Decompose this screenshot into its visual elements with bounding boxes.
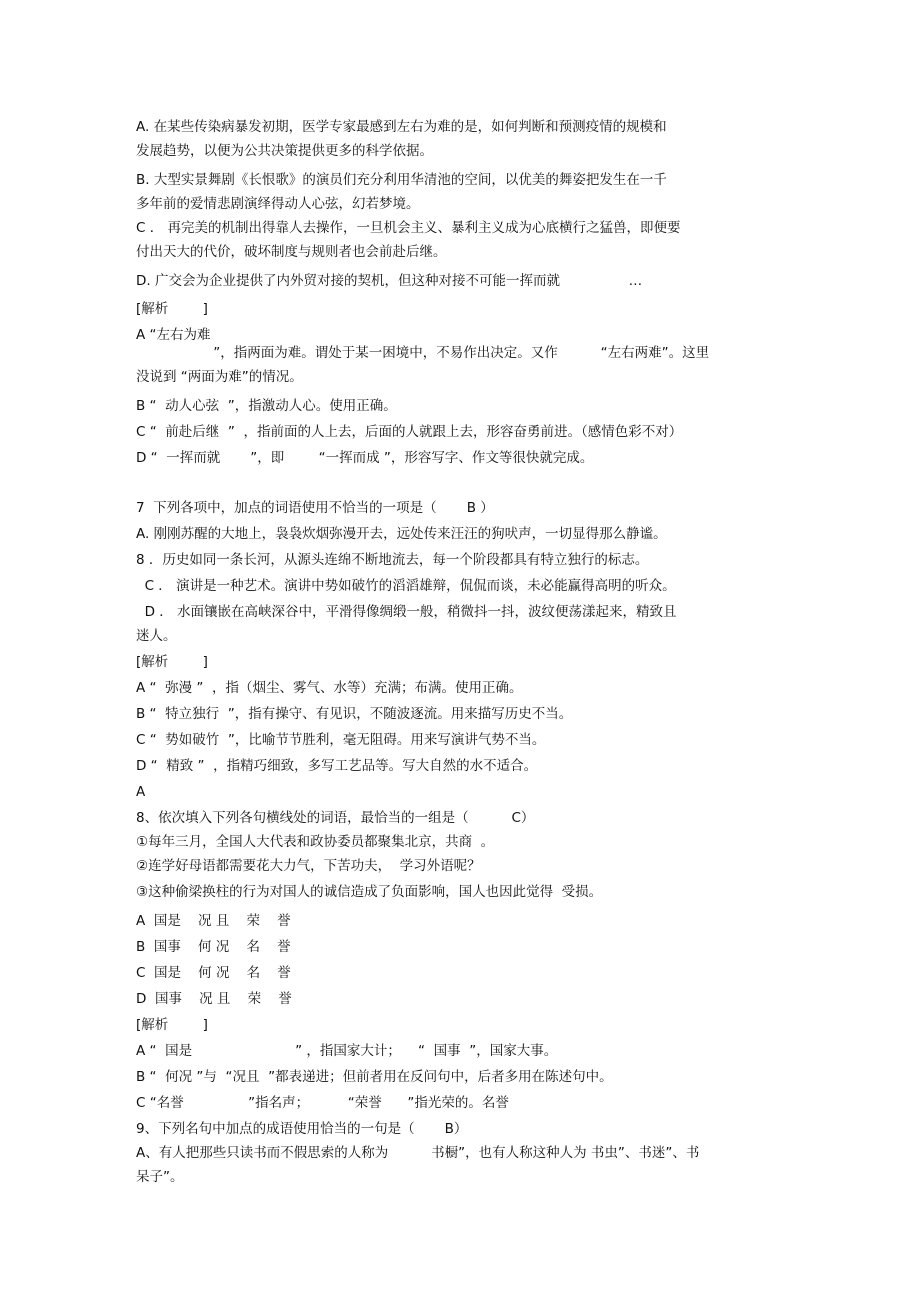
text-line: 迷人。 — [136, 628, 177, 644]
text-line: C ． 再完美的机制出得靠人去操作，一旦机会主义、暴利主义成为心底横行之猛兽，即便要 — [136, 220, 681, 236]
text-line: B “ 何况 ”与 “况且 ”都表递进；但前者用在反问句中，后者多用在陈述句中。 — [136, 1069, 613, 1085]
text-line: A “左右为难 — [136, 327, 211, 343]
text-line: 多年前的爱情悲剧演绎得动人心弦，幻若梦境。 — [136, 196, 420, 212]
text-line: 呆子”。 — [136, 1169, 184, 1185]
text-line: C 国是 何 况 名 誉 — [136, 965, 291, 981]
text-line: 发展趋势，以便为公共决策提供更多的科学依据。 — [136, 143, 433, 159]
text-line: C “ 势如破竹 ”，比喻节节胜利，毫无阻碍。用来写演讲气势不当。 — [136, 732, 546, 748]
text-line: D “ 精致 ” ，指精巧细致，多写工艺品等。写大自然的水不适合。 — [136, 758, 538, 774]
text-line: A — [136, 784, 146, 800]
text-line: [解析 ] — [136, 1017, 208, 1033]
text-line: B “ 特立独行 ”，指有操守、有见识，不随波逐流。用来描写历史不当。 — [136, 706, 573, 722]
text-line: ②连学好母语都需要花大力气，下苦功夫， 学习外语呢？ — [136, 858, 481, 874]
text-line: B. 大型实景舞剧《长恨歌》的演员们充分利用华清池的空间，以优美的舞姿把发生在一千 — [136, 172, 667, 188]
text-line: C ． 演讲是一种艺术。演讲中势如破竹的滔滔雄辩，侃侃而谈，未必能赢得高明的听众。 — [136, 578, 676, 594]
text-line: ③这种偷梁换柱的行为对国人的诚信造成了负面影响，国人也因此觉得 受损。 — [136, 884, 603, 900]
text-line: [解析 ] — [136, 654, 208, 670]
text-line: 9、下列名句中加点的成语使用恰当的一句是（ B） — [136, 1121, 468, 1137]
text-line: A “ 国是 ” ，指国家大计； “ 国事 ”，国家大事。 — [136, 1043, 558, 1059]
text-line: ①每年三月，全国人大代表和政协委员都聚集北京，共商 。 — [136, 834, 495, 850]
text-line: D “ 一挥而就 ”，即 “一挥而成 ”，形容写字、作文等很快就完成。 — [136, 450, 594, 466]
text-line: D. 广交会为企业提供了内外贸对接的契机，但这种对接不可能一挥而就 … — [136, 273, 643, 289]
text-line: A、有人把那些只读书而不假思索的人称为 书橱”，也有人称这种人为 书虫”、书迷”、书 — [136, 1145, 700, 1161]
text-line: ”，指两面为难。谓处于某一困境中，不易作出决定。又作 “左右两难”。这里 — [136, 345, 710, 361]
text-line: C “名誉 ”指名声； “荣誉 ”指光荣的。名誉 — [136, 1095, 509, 1111]
text-line: A 国是 况 且 荣 誉 — [136, 913, 291, 929]
text-line: 付出天大的代价，破坏制度与规则者也会前赴后继。 — [136, 244, 447, 260]
text-line: D ． 水面镶嵌在高峡深谷中，平滑得像绸缎一般，稍微抖一抖，波纹便荡漾起来，精致且 — [136, 604, 677, 620]
text-line: B “ 动人心弦 ”，指激动人心。使用正确。 — [136, 398, 397, 414]
text-line: B 国事 何 况 名 誉 — [136, 939, 291, 955]
text-line: 8、依次填入下列各句横线处的词语，最恰当的一组是（ C） — [136, 810, 535, 826]
text-line: A. 在某些传染病暴发初期，医学专家最感到左右为难的是，如何判断和预测疫情的规模和 — [136, 119, 667, 135]
text-line: A. 刚刚苏醒的大地上，袅袅炊烟弥漫开去，远处传来汪汪的狗吠声，一切显得那么静谧。 — [136, 526, 667, 542]
text-line: C “ 前赴后继 ” ，指前面的人上去，后面的人就跟上去，形容奋勇前进。（感情色彩不对） — [136, 424, 683, 440]
text-line: 没说到 “两面为难”的情况。 — [136, 369, 303, 385]
text-line: 8 ．历史如同一条长河，从源头连绵不断地流去，每一个阶段都具有特立独行的标志。 — [136, 552, 649, 568]
text-line: D 国事 况 且 荣 誉 — [136, 991, 292, 1007]
text-line: 7 下列各项中，加点的词语使用不恰当的一项是（ B ） — [136, 500, 494, 516]
text-line: [解析 ] — [136, 301, 208, 317]
text-line: A “ 弥漫 ” ，指（烟尘、雾气、水等）充满；布满。使用正确。 — [136, 680, 523, 696]
